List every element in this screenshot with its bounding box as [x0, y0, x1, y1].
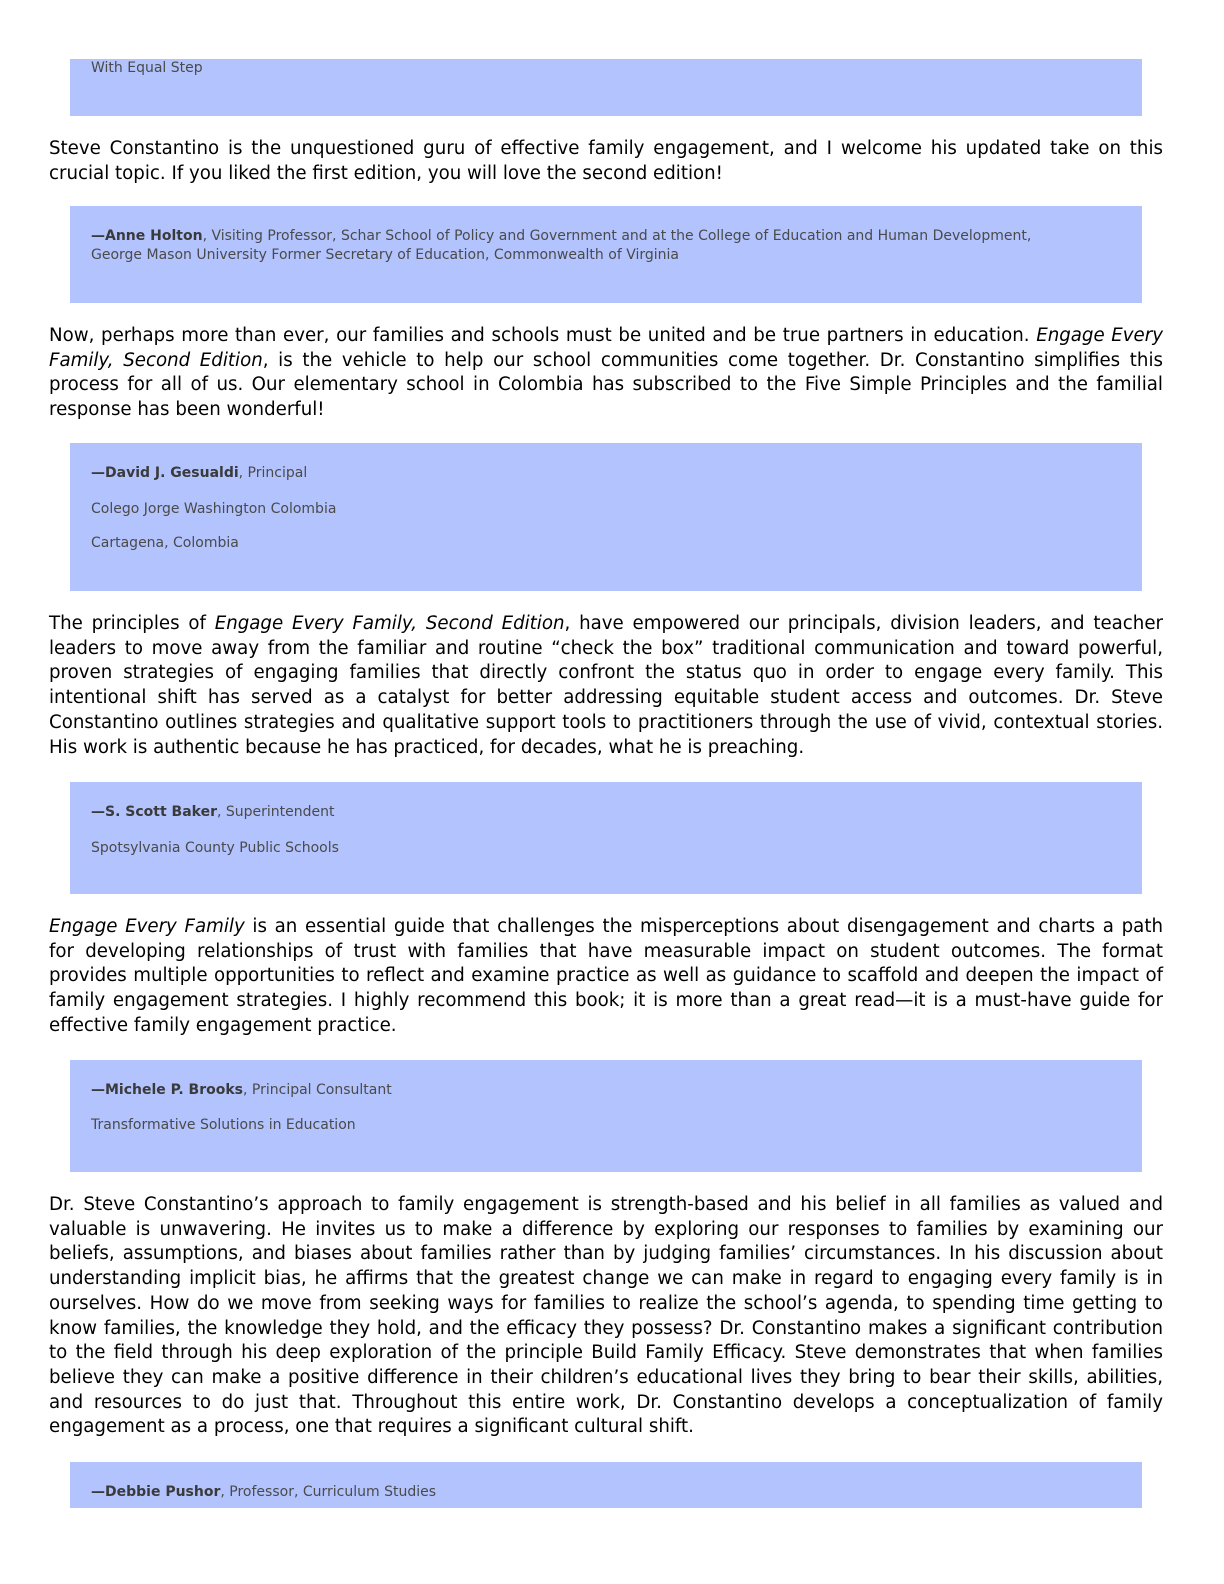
attribution-line-1 — [91, 1082, 392, 1098]
paragraph-2-text-a: Now, perhaps more than ever, our families and schools must be united and be true partners in education. — [49, 325, 1037, 346]
quote-top-attribution: With Equal Step — [91, 60, 203, 76]
testimonial-paragraph-4 — [49, 915, 1163, 1039]
attribution-line-1 — [91, 465, 307, 481]
attribution-name: —David J. Gesualdi — [91, 465, 239, 481]
attribution-title: , Superintendent — [217, 804, 335, 820]
paragraph-4-text: is an essential guide that challenges the misperceptions about disengagement and charts a path for developing relationships of trust with families that have measurable impact on student outcomes. The format provides multiple opportunities to reflect and examine practice as well as guidance to scaffold and deepen the impact of family engagement strategies. I highly recommend this book; it is more than a great read—it is a must-have guide for effective family engagement practice. — [49, 916, 1163, 1036]
attribution-line-1 — [91, 804, 335, 820]
quote-box-debbie-pushor — [70, 1462, 1142, 1508]
book-title-italic: Engage Every Family, Second Edition — [214, 613, 565, 634]
attribution-line-1 — [91, 1484, 436, 1500]
testimonial-paragraph-5 — [49, 1193, 1163, 1440]
book-title-italic: Engage Every Family — [49, 916, 245, 937]
attribution-name: —S. Scott Baker — [91, 804, 217, 820]
attribution-line-3: Cartagena, Colombia — [91, 535, 239, 551]
attribution-line-2: George Mason University Former Secretary of Education, Commonwealth of Virginia — [91, 247, 679, 263]
attribution-line-2: Transformative Solutions in Education — [91, 1117, 356, 1133]
quote-box-top — [70, 59, 1142, 116]
paragraph-3-text-b: , have empowered our principals, division leaders, and teacher leaders to move away from the familiar and routine “check the box” traditional communication and toward powerful, proven strategies of engaging families that directly confront the status quo in order to engage every family. This intentional shift has served as a catalyst for better addressing equitable student access and outcomes. Dr. Steve Constantino outlines strategies and qualitative support tools to practitioners through the use of vivid, contextual stories. His work is authentic because he has practiced, for decades, what he is preaching. — [49, 613, 1163, 758]
attribution-name: —Anne Holton — [91, 228, 203, 244]
paragraph-3-text-a: The principles of — [49, 613, 215, 634]
attribution-name: —Michele P. Brooks — [91, 1082, 243, 1098]
attribution-title: , Professor, Curriculum Studies — [220, 1484, 437, 1500]
attribution-line-1 — [91, 228, 1031, 244]
attribution-title: , Principal — [238, 465, 308, 481]
quote-box-scott-baker — [70, 782, 1142, 894]
book-title-italic: Engage Every Family, Second Edition — [49, 325, 1163, 371]
testimonial-paragraph-3 — [49, 612, 1163, 760]
quote-box-david-gesualdi — [70, 443, 1142, 591]
attribution-title: , Principal Consultant — [243, 1082, 392, 1098]
testimonial-paragraph-1-text: Steve Constantino is the unquestioned guru of effective family engagement, and I welcome his updated take on this crucial topic. If you liked the first edition, you will love the second edition! — [49, 138, 1163, 184]
testimonial-paragraph-2 — [49, 324, 1163, 423]
quote-box-michele-brooks — [70, 1060, 1142, 1172]
testimonial-paragraph-1 — [49, 137, 1163, 186]
paragraph-2-text-b: , is the vehicle to help our school communities come together. Dr. Constantino simplifies this process for all of us. Our elementary school in Colombia has subscribed to the Five Simple Principles and the familial response has been wonderful! — [49, 349, 1163, 421]
quote-box-anne-holton — [70, 206, 1142, 303]
attribution-line-2: Colego Jorge Washington Colombia — [91, 501, 337, 517]
attribution-title: , Visiting Professor, Schar School of Policy and Government and at the College of Education and Human Development, — [202, 228, 1032, 244]
attribution-line-2: Spotsylvania County Public Schools — [91, 840, 339, 856]
attribution-name: —Debbie Pushor — [91, 1484, 221, 1500]
testimonial-paragraph-5-text: Dr. Steve Constantino’s approach to family engagement is strength-based and his belief in all families as valued and valuable is unwavering. He invites us to make a difference by exploring our responses to families by examining our beliefs, assumptions, and biases about families rather than by judging families’ circumstances. In his discussion about understanding implicit bias, he affirms that the greatest change we can make in regard to engaging every family is in ourselves. How do we move from seeking ways for families to realize the school’s agenda, to spending time getting to know families, the knowledge they hold, and the efficacy they possess? Dr. Constantino makes a significant contribution to the field through his deep exploration of the principle Build Family Efficacy. Steve demonstrates that when families believe they can make a positive difference in their children’s educational lives they bring to bear their skills, abilities, and resources to do just that. Throughout this entire work, Dr. Constantino develops a conceptualization of family engagement as a process, one that requires a significant cultural shift. — [49, 1194, 1163, 1438]
